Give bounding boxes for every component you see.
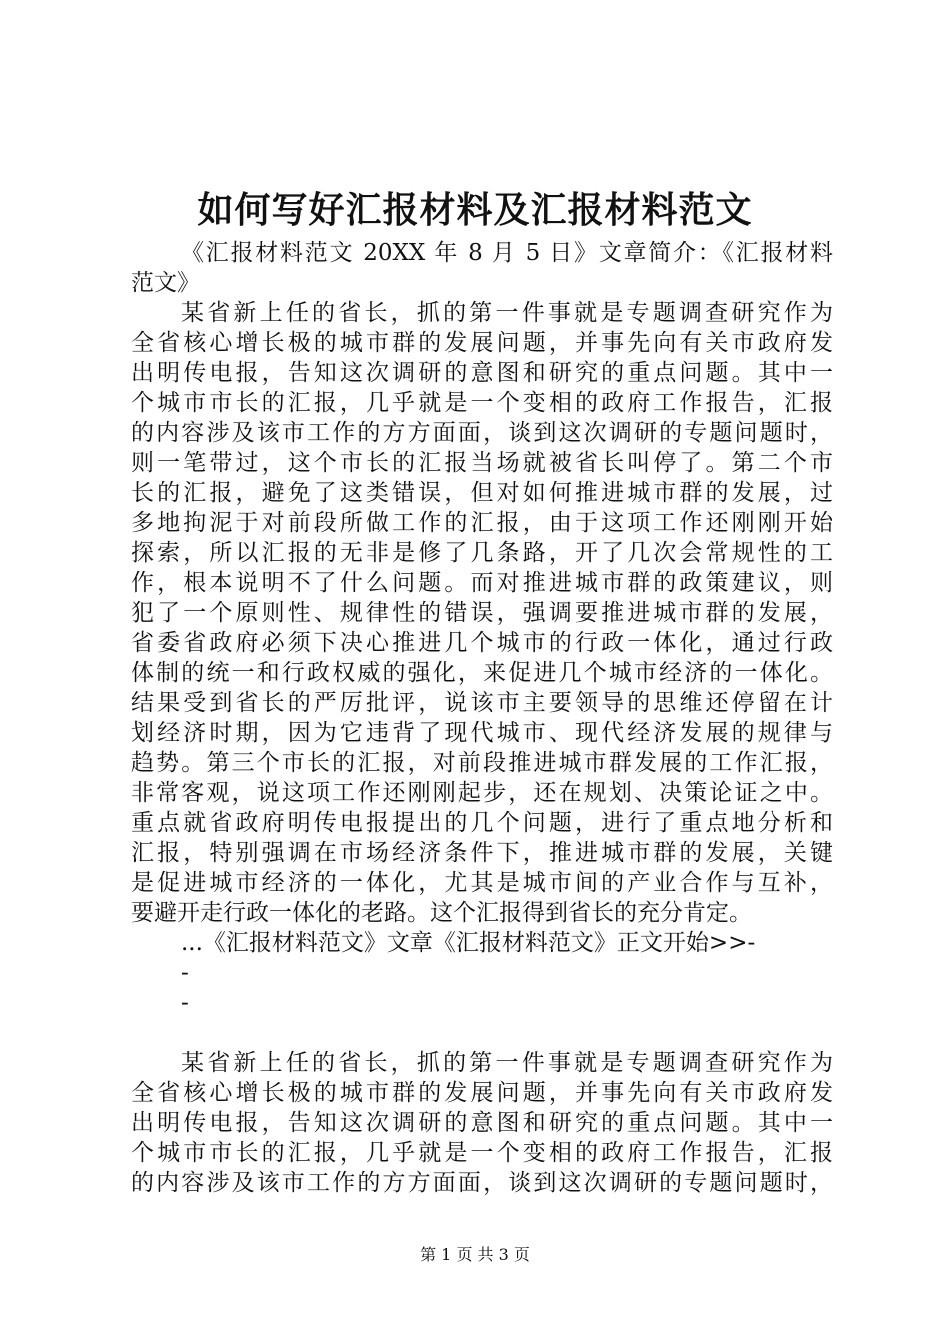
paragraph1-line: 全省核心增长极的城市群的发展问题，并事先向有关市政府发 xyxy=(131,330,833,356)
intro-line: 范文》 xyxy=(131,270,200,296)
document-body xyxy=(131,238,833,1198)
blank-line xyxy=(131,1018,833,1048)
paragraph1-line: 非常客观，说这项工作还刚刚起步，还在规划、决策论证之中。 xyxy=(131,780,833,806)
paragraph1-line: 探索，所以汇报的无非是修了几条路，开了几次会常规性的工 xyxy=(131,540,833,566)
paragraph2-line: 全省核心增长极的城市群的发展问题，并事先向有关市政府发 xyxy=(131,1080,833,1106)
paragraph1-line: 则一笔带过，这个市长的汇报当场就被省长叫停了。第二个市 xyxy=(131,450,833,476)
paragraph1-line: 犯了一个原则性、规律性的错误，强调要推进城市群的发展， xyxy=(131,600,833,626)
paragraph1-line: 省委省政府必须下决心推进几个城市的行政一体化，通过行政 xyxy=(131,630,833,656)
separator-line: - xyxy=(181,960,189,986)
separator-line: ...《汇报材料范文》文章《汇报材料范文》正文开始>>- xyxy=(181,930,756,956)
paragraph1-line: 结果受到省长的严厉批评，说该市主要领导的思维还停留在计 xyxy=(131,690,833,716)
paragraph1-line: 长的汇报，避免了这类错误，但对如何推进城市群的发展，过 xyxy=(131,480,833,506)
paragraph2-line: 某省新上任的省长，抓的第一件事就是专题调查研究作为 xyxy=(181,1050,833,1076)
paragraph1-line: 体制的统一和行政权威的强化，来促进几个城市经济的一体化。 xyxy=(131,660,833,686)
page-footer: 第 1 页 共 3 页 xyxy=(420,1245,530,1264)
paragraph2-line: 的内容涉及该市工作的方方面面，谈到这次调研的专题问题时， xyxy=(131,1170,833,1196)
separator-line: - xyxy=(181,990,189,1016)
paragraph1-line: 趋势。第三个市长的汇报，对前段推进城市群发展的工作汇报， xyxy=(131,750,833,776)
paragraph2-line: 出明传电报，告知这次调研的意图和研究的重点问题。其中一 xyxy=(131,1110,833,1136)
intro-line: 《汇报材料范文 20XX 年 8 月 5 日》文章简介：《汇报材料 xyxy=(181,240,833,266)
paragraph1-line: 是促进城市经济的一体化，尤其是城市间的产业合作与互补， xyxy=(131,870,833,896)
paragraph1-line: 某省新上任的省长，抓的第一件事就是专题调查研究作为 xyxy=(181,300,833,326)
paragraph1-line: 作，根本说明不了什么问题。而对推进城市群的政策建议，则 xyxy=(131,570,833,596)
paragraph1-line: 划经济时期，因为它违背了现代城市、现代经济发展的规律与 xyxy=(131,720,833,746)
paragraph2-line: 个城市市长的汇报，几乎就是一个变相的政府工作报告，汇报 xyxy=(131,1140,833,1166)
paragraph1-line: 出明传电报，告知这次调研的意图和研究的重点问题。其中一 xyxy=(131,360,833,386)
paragraph1-line: 的内容涉及该市工作的方方面面，谈到这次调研的专题问题时， xyxy=(131,420,833,446)
paragraph1-line: 重点就省政府明传电报提出的几个问题，进行了重点地分析和 xyxy=(131,810,833,836)
document-title: 如何写好汇报材料及汇报材料范文 xyxy=(197,189,753,231)
paragraph1-line: 汇报，特别强调在市场经济条件下，推进城市群的发展，关键 xyxy=(131,840,833,866)
paragraph1-line: 多地拘泥于对前段所做工作的汇报，由于这项工作还刚刚开始 xyxy=(131,510,833,536)
paragraph1-line: 个城市市长的汇报，几乎就是一个变相的政府工作报告，汇报 xyxy=(131,390,833,416)
paragraph1-line: 要避开走行政一体化的老路。这个汇报得到省长的充分肯定。 xyxy=(131,900,752,926)
